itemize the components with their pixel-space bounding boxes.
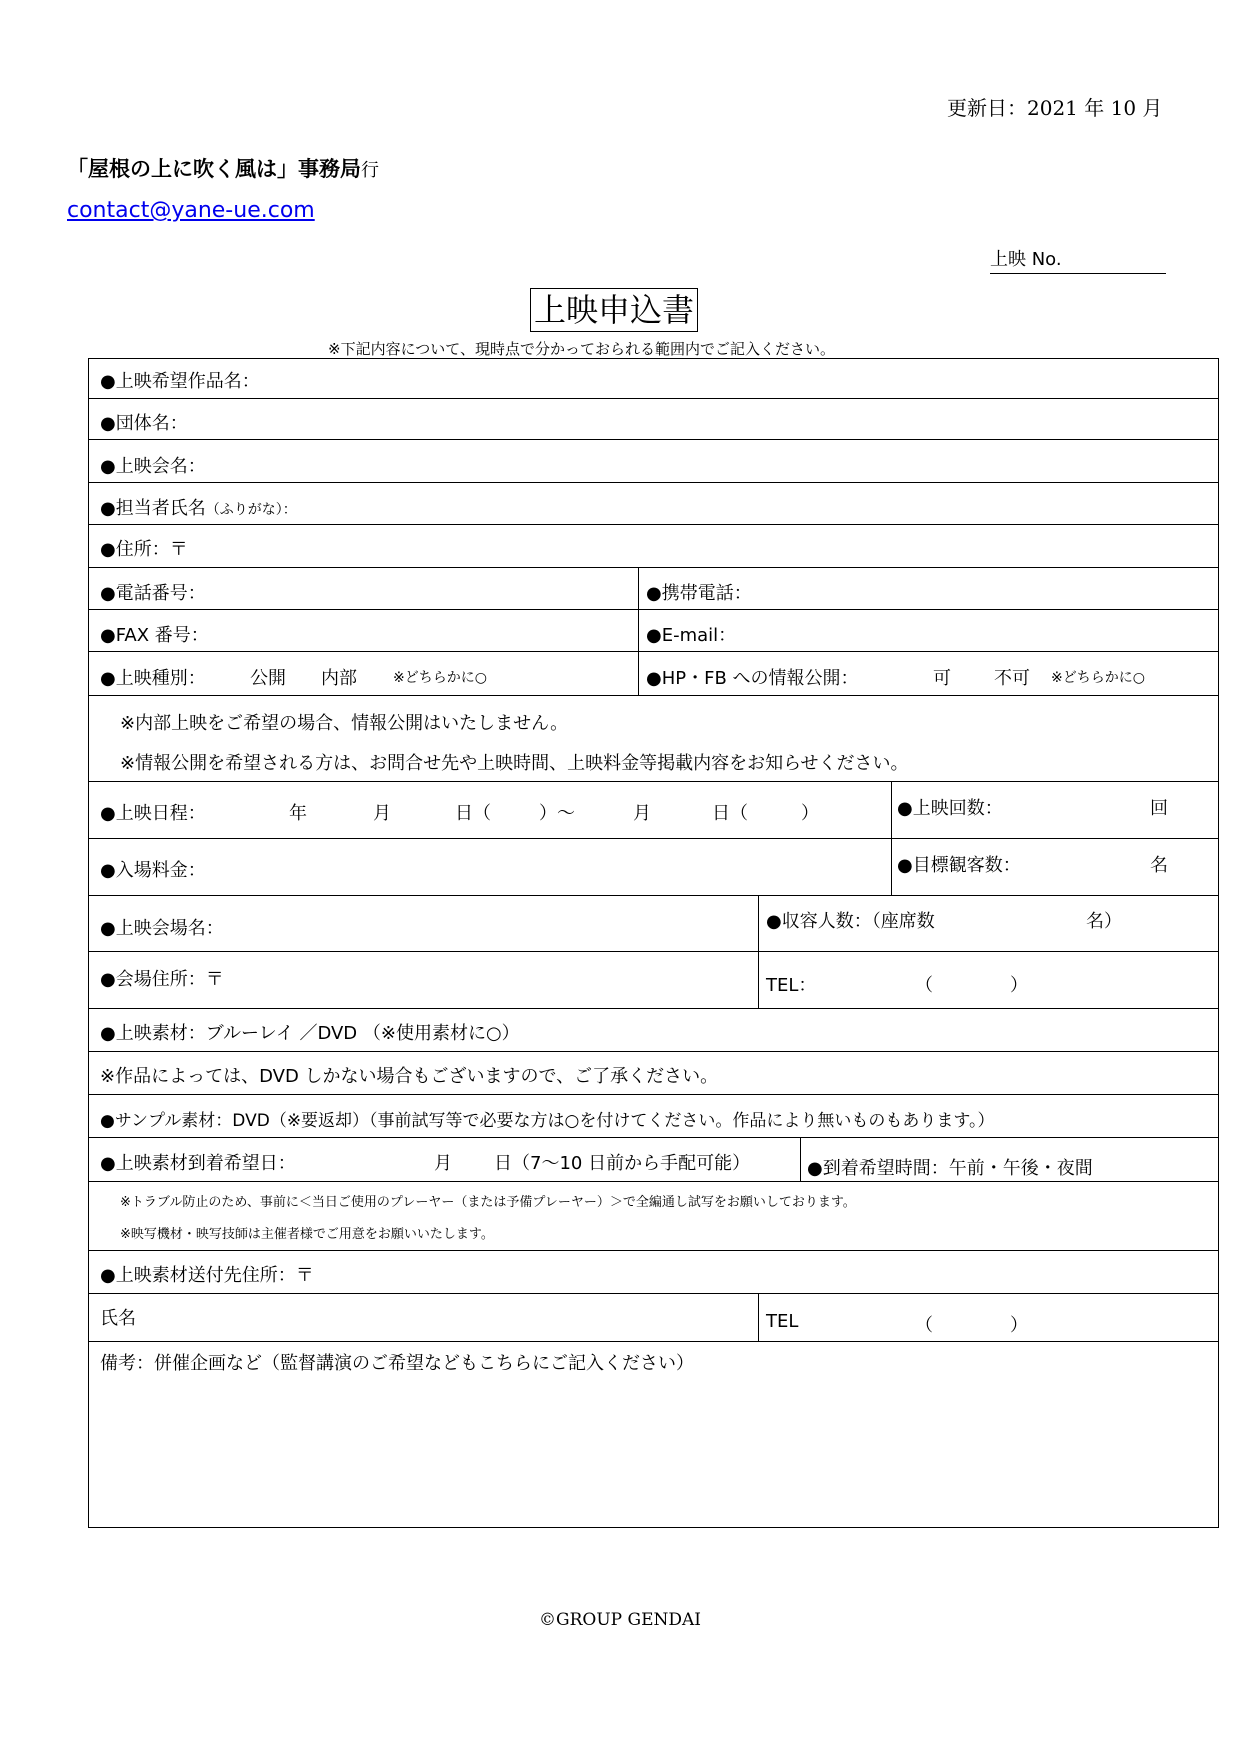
contact-name-field[interactable] <box>100 494 297 520</box>
row-divider <box>89 951 1218 952</box>
trouble-prevention-note: ※トラブル防止のため、事前に＜当日ご使用のプレーヤー（または予備プレーヤー）＞で全編通し試写をお願いしております。 <box>120 1195 856 1210</box>
screening-type-public[interactable]: 公開 <box>250 668 286 689</box>
screening-number-field[interactable]: 上映 No. <box>990 245 1166 274</box>
column-divider <box>758 1293 759 1341</box>
venue-tel-paren-close: ） <box>1010 975 1028 996</box>
column-divider <box>891 781 892 895</box>
schedule-close-paren: ） <box>801 803 819 824</box>
org-name-field[interactable]: ●団体名： <box>100 413 188 434</box>
material-field[interactable]: ●上映素材：ブルーレイ ／DVD （※使用素材に○） <box>100 1023 520 1044</box>
arrival-date-label: ●上映素材到着希望日： <box>100 1153 296 1174</box>
row-divider <box>89 482 1218 483</box>
schedule-label: ●上映日程： <box>100 803 206 824</box>
admission-fee-field[interactable]: ●入場料金： <box>100 860 206 881</box>
row-divider <box>89 1341 1218 1342</box>
row-divider <box>89 439 1218 440</box>
row-divider <box>89 838 1218 839</box>
email-link[interactable]: contact@yane-ue.com <box>67 198 315 223</box>
arrival-day[interactable]: 日（7～10 日前から手配可能） <box>494 1153 751 1174</box>
row-divider <box>89 651 1218 652</box>
schedule-day-1[interactable]: 日（ <box>455 803 491 824</box>
row-divider <box>89 1293 1218 1294</box>
recipient-suffix: 行 <box>361 160 379 181</box>
info-publish-yes[interactable]: 可 <box>933 668 951 689</box>
schedule-year[interactable]: 年 <box>289 803 307 824</box>
fax-field[interactable]: ●FAX 番号： <box>100 625 209 646</box>
contact-name-label: ●担当者氏名 <box>100 498 206 519</box>
schedule-month-1[interactable]: 月 <box>373 803 391 824</box>
column-divider <box>638 567 639 695</box>
info-publish-note: ※どちらかに○ <box>1051 670 1145 686</box>
venue-name-field[interactable]: ●上映会場名： <box>100 918 224 939</box>
mobile-field[interactable]: ●携帯電話： <box>646 583 752 604</box>
shipping-tel-paren-close: ） <box>1010 1315 1028 1336</box>
column-divider <box>758 895 759 1008</box>
column-divider <box>800 1137 801 1181</box>
row-divider <box>89 567 1218 568</box>
schedule-day-2[interactable]: 日（ <box>712 803 748 824</box>
publish-info-note: ※情報公開を希望される方は、お問合せ先や上映時間、上映料金等掲載内容をお知らせください。 <box>120 753 909 774</box>
venue-tel-label: TEL： <box>766 975 817 996</box>
arrival-time-field[interactable]: ●到着希望時間：午前・午後・夜間 <box>807 1158 1093 1179</box>
sample-material-field[interactable]: ●サンプル素材：DVD（※要返却）（事前試写等で必要な方は○を付けてください。作品により無いものもあります。） <box>100 1111 995 1131</box>
capacity-unit: 名） <box>1086 911 1122 932</box>
copyright: ©GROUP GENDAI <box>539 1610 701 1630</box>
venue-tel-paren-open: （ <box>915 975 933 996</box>
row-divider <box>89 398 1218 399</box>
internal-screening-note: ※内部上映をご希望の場合、情報公開はいたしません。 <box>120 713 569 734</box>
screening-count-unit: 回 <box>1150 798 1168 819</box>
material-note: ※作品によっては、DVD しかない場合もございますので、ご了承ください。 <box>100 1066 719 1087</box>
row-divider <box>89 1137 1218 1138</box>
recipient <box>67 153 379 183</box>
screening-type-note: ※どちらかに○ <box>393 670 487 686</box>
row-divider <box>89 895 1218 896</box>
application-form <box>88 358 1219 1528</box>
venue-address-field[interactable]: ●会場住所：〒 <box>100 969 224 990</box>
address-field[interactable]: ●住所：〒 <box>100 539 188 560</box>
shipping-tel-label: TEL <box>766 1311 799 1332</box>
row-divider <box>89 1094 1218 1095</box>
email-field[interactable]: ●E-mail： <box>646 625 737 646</box>
capacity-label: ●収容人数：（座席数 <box>766 911 935 932</box>
phone-field[interactable]: ●電話番号： <box>100 583 206 604</box>
equipment-note: ※映写機材・映写技師は主催者様でご用意をお願いいたします。 <box>120 1227 494 1242</box>
schedule-month-2[interactable]: 月 <box>633 803 651 824</box>
target-audience-label: ●目標観客数： <box>897 855 1021 876</box>
row-divider <box>89 1051 1218 1052</box>
work-name-field[interactable]: ●上映希望作品名： <box>100 371 260 392</box>
row-divider <box>89 524 1218 525</box>
screening-type-internal[interactable]: 内部 <box>321 668 357 689</box>
shipping-tel-paren-open: （ <box>915 1315 933 1336</box>
info-publish-label: ●HP・FB への情報公開： <box>646 668 859 689</box>
form-note: ※下記内容について、現時点で分かっておられる範囲内でご記入ください。 <box>328 340 835 358</box>
shipping-name-field[interactable]: 氏名 <box>100 1308 136 1329</box>
row-divider <box>89 1008 1218 1009</box>
arrival-month[interactable]: 月 <box>434 1153 452 1174</box>
row-divider <box>89 609 1218 610</box>
screening-type-label: ●上映種別： <box>100 668 206 689</box>
row-divider <box>89 695 1218 696</box>
event-name-field[interactable]: ●上映会名： <box>100 456 206 477</box>
shipping-address-field[interactable]: ●上映素材送付先住所：〒 <box>100 1265 314 1286</box>
updated-date: 更新日：2021 年 10 月 <box>947 96 1163 120</box>
row-divider <box>89 1250 1218 1251</box>
screening-count-label: ●上映回数： <box>897 798 1003 819</box>
info-publish-no[interactable]: 不可 <box>994 668 1030 689</box>
schedule-range-separator: ）～ <box>539 803 575 824</box>
target-audience-unit: 名 <box>1150 855 1168 876</box>
remarks-field[interactable]: 備考：併催企画など（監督講演のご希望などもこちらにご記入ください） <box>100 1353 694 1374</box>
row-divider <box>89 781 1218 782</box>
row-divider <box>89 1181 1218 1182</box>
recipient-name: 「屋根の上に吹く風は」事務局 <box>67 157 361 181</box>
contact-name-kana-label: （ふりがな）： <box>205 502 297 518</box>
form-title: 上映申込書 <box>530 288 698 332</box>
